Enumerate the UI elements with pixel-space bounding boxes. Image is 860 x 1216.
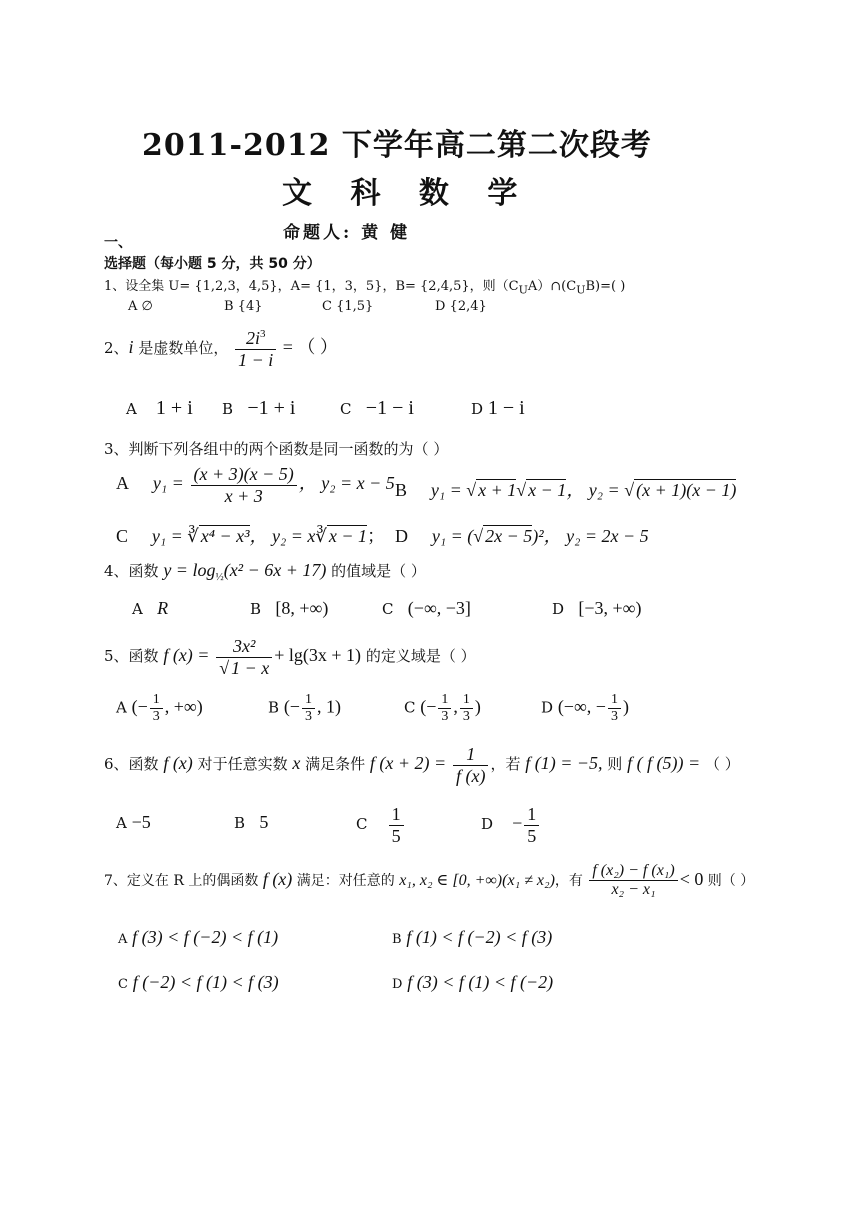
q7-option-a: A f (3) < f (−2) < f (1) (118, 927, 279, 947)
q1-option-a: A ∅ (128, 299, 153, 314)
exam-subject: 文 科 数 学 (282, 176, 532, 211)
q3-option-b: B y₁ = √ x + 1√ x − 1， y₂ = √ (x + 1)(x − 1) (395, 480, 737, 500)
q4-option-a: A R (132, 598, 169, 618)
q3-option-c: C y₁ = ∛ x⁴ − x³， y₂ = x∛ x − 1； (116, 526, 386, 546)
q6-option-a: A −5 (116, 812, 151, 832)
q1-option-d: D {2,4} (435, 299, 487, 314)
q3-option-a: A y₁ = $\frac{(x + 3)(x - 5)}{x + 3}$ ， y₂ = x − 5 (116, 464, 395, 506)
question-3: 3、判断下列各组中的两个函数是同一函数的为（ ） (104, 440, 449, 458)
q5-option-c: C (− $\frac{1}{3}$ , $\frac{1}{3}$ ) (404, 692, 481, 725)
q5-option-a: A (− $\frac{1}{3}$ , +∞) (116, 692, 203, 725)
q4-option-d: D [−3, +∞) (552, 598, 642, 618)
q2-option-d: D 1 − i (471, 397, 525, 419)
question-1: 1、设全集 U= {1,2,3，4,5}，A= {1，3，5}，B= {2,4,5}，则$(C_UA)\cap(C_UB)=$( ) (104, 279, 626, 297)
q1-option-b: B {4} (224, 299, 263, 314)
q3-option-d: D y₁ = (√ 2x − 5)²， y₂ = 2x − 5 (395, 526, 649, 546)
q6-option-b: B 5 (234, 812, 269, 832)
q2-fraction: $\frac{2i^3}{1 - i}$ (235, 328, 276, 370)
q6-option-d: D − $\frac{1}{5}$ (481, 804, 541, 846)
q4-option-c: C (−∞, −3] (382, 598, 471, 618)
exam-title: 2011-2012 下学年高二第二次段考 (142, 128, 652, 163)
section-number: 一、 (104, 235, 132, 251)
exam-author: 命题人: 黄 健 (283, 223, 411, 243)
question-2: 2、i 是虚数单位， $\frac{2i^3}{1 - i}$ = （ ） (104, 328, 338, 370)
q2-option-c: C −1 − i (340, 397, 414, 419)
q7-option-b: B f (1) < f (−2) < f (3) (392, 927, 553, 947)
question-5: 5、函数 f (x) = $\frac{\text{3x²}}{√ 1 - x}$ + lg(3x + 1) 的定义域是（ ） (104, 636, 476, 678)
question-6: 6、函数 f (x) 对于任意实数 x 满足条件 f (x + 2) = $\frac{1}{f (x)}$ ，若 f (1) = −5, 则 f ( f (5)) = （ ） (104, 744, 740, 786)
question-7: 7、定义在 R 上的偶函数 f (x) 满足：对任意的 x₁, x₂ ∈ [0, +∞)(x₁ ≠ x₂)，有 $\frac{\text{f (x₂) − f (x₁)}}{\text{x₂ − x₁}}$ < 0 则（ ） (104, 862, 755, 899)
q2-option-b: B −1 + i (222, 397, 296, 419)
q1-option-c: C {1,5} (322, 299, 374, 314)
question-4: 4、函数 $y = \log_{\frac{1}{2}}(x^2 - 6x + 17)$ 的值域是（ ） (104, 560, 426, 583)
q6-option-c: C $\frac{1}{5}$ (356, 804, 406, 846)
q4-option-b: B [8, +∞) (250, 598, 329, 618)
q7-option-d: D f (3) < f (1) < f (−2) (392, 972, 554, 992)
section-label: 选择题（每小题 5 分，共 50 分） (104, 256, 321, 272)
q7-option-c: C f (−2) < f (1) < f (3) (118, 972, 279, 992)
q5-option-b: B (− $\frac{1}{3}$ , 1) (268, 692, 341, 725)
q5-option-d: D (−∞, − $\frac{1}{3}$ ) (541, 692, 629, 725)
q2-option-a: A 1 + i (126, 397, 193, 419)
